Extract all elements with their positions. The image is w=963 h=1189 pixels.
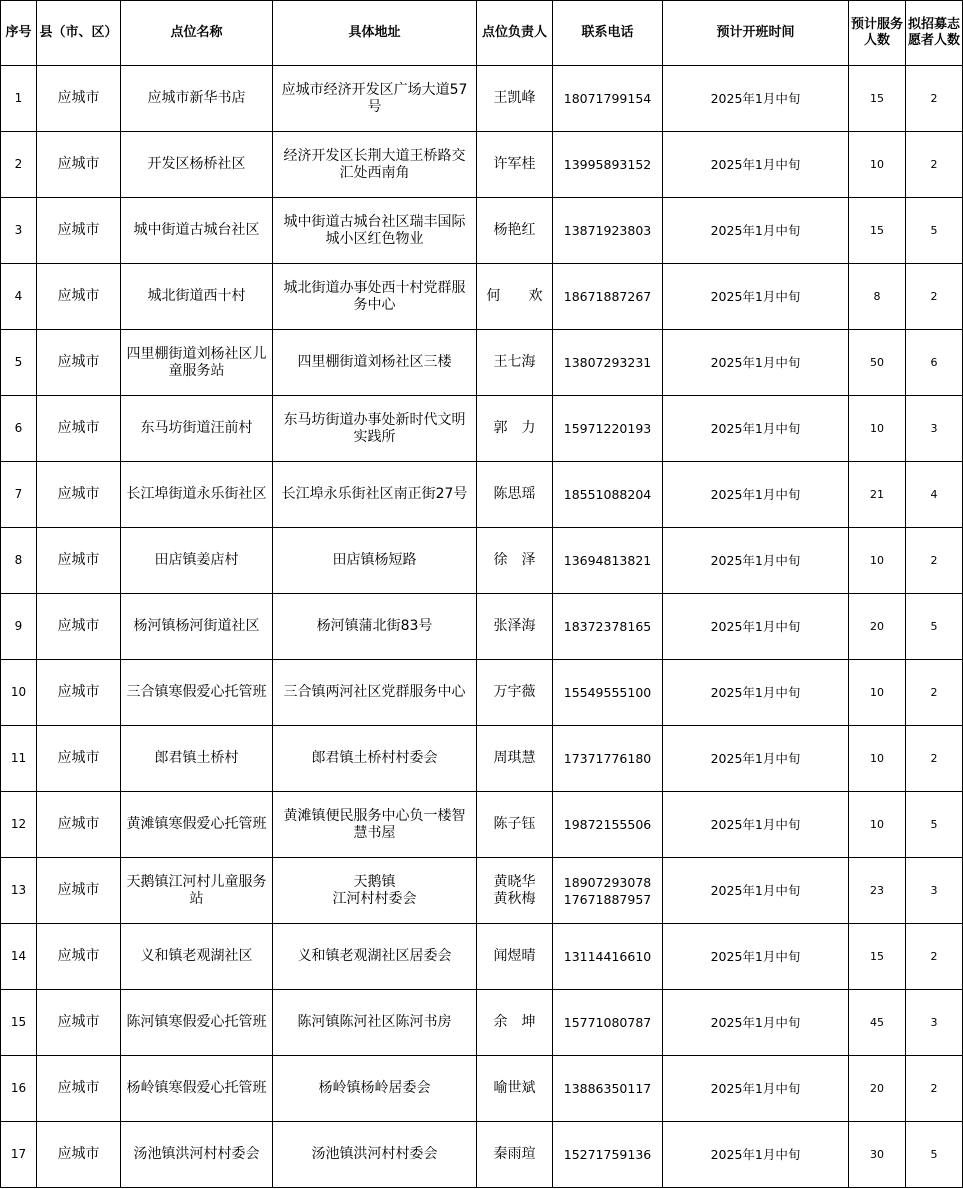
cell-phone: 18671887267 (553, 264, 663, 330)
cell-place: 陈河镇寒假爱心托管班 (121, 990, 273, 1056)
cell-address: 天鹅镇 江河村村委会 (273, 858, 477, 924)
header-address: 具体地址 (273, 1, 477, 66)
cell-volunteers: 3 (906, 396, 963, 462)
cell-address: 杨河镇蒲北街83号 (273, 594, 477, 660)
table-row (1, 396, 963, 462)
header-person: 点位负责人 (477, 1, 553, 66)
cell-address: 杨岭镇杨岭居委会 (273, 1056, 477, 1122)
cell-served: 15 (849, 66, 906, 132)
cell-seq: 16 (1, 1056, 37, 1122)
cell-county: 应城市 (37, 726, 121, 792)
header-served: 预计服务人数 (849, 1, 906, 66)
cell-address: 四里棚街道刘杨社区三楼 (273, 330, 477, 396)
cell-county: 应城市 (37, 66, 121, 132)
cell-seq: 9 (1, 594, 37, 660)
cell-seq: 10 (1, 660, 37, 726)
cell-seq: 8 (1, 528, 37, 594)
cell-county: 应城市 (37, 1122, 121, 1188)
cell-place: 杨河镇杨河街道社区 (121, 594, 273, 660)
table-row (1, 858, 963, 924)
cell-place: 四里棚街道刘杨社区儿童服务站 (121, 330, 273, 396)
table-row (1, 660, 963, 726)
cell-phone: 13694813821 (553, 528, 663, 594)
cell-open-time: 2025年1月中旬 (663, 198, 849, 264)
cell-seq: 2 (1, 132, 37, 198)
cell-county: 应城市 (37, 528, 121, 594)
cell-served: 10 (849, 132, 906, 198)
cell-seq: 7 (1, 462, 37, 528)
cell-open-time: 2025年1月中旬 (663, 528, 849, 594)
cell-address: 经济开发区长荆大道王桥路交汇处西南角 (273, 132, 477, 198)
cell-county: 应城市 (37, 990, 121, 1056)
cell-served: 10 (849, 396, 906, 462)
cell-open-time: 2025年1月中旬 (663, 726, 849, 792)
cell-address: 陈河镇陈河社区陈河书房 (273, 990, 477, 1056)
cell-phone: 18907293078 17671887957 (553, 858, 663, 924)
cell-seq: 4 (1, 264, 37, 330)
cell-address: 城北街道办事处西十村党群服务中心 (273, 264, 477, 330)
cell-volunteers: 4 (906, 462, 963, 528)
cell-person: 闻煜晴 (477, 924, 553, 990)
cell-seq: 3 (1, 198, 37, 264)
table-row (1, 66, 963, 132)
cell-volunteers: 2 (906, 528, 963, 594)
cell-served: 10 (849, 660, 906, 726)
cell-county: 应城市 (37, 264, 121, 330)
table-row (1, 1122, 963, 1188)
cell-served: 20 (849, 594, 906, 660)
cell-person: 郭 力 (477, 396, 553, 462)
table-body (1, 66, 963, 1188)
cell-phone: 13871923803 (553, 198, 663, 264)
cell-open-time: 2025年1月中旬 (663, 858, 849, 924)
cell-served: 15 (849, 924, 906, 990)
cell-volunteers: 3 (906, 990, 963, 1056)
cell-place: 汤池镇洪河村村委会 (121, 1122, 273, 1188)
cell-place: 黄滩镇寒假爱心托管班 (121, 792, 273, 858)
cell-county: 应城市 (37, 132, 121, 198)
cell-address: 汤池镇洪河村村委会 (273, 1122, 477, 1188)
cell-person: 张泽海 (477, 594, 553, 660)
cell-open-time: 2025年1月中旬 (663, 264, 849, 330)
cell-phone: 18372378165 (553, 594, 663, 660)
cell-served: 23 (849, 858, 906, 924)
cell-person: 许军桂 (477, 132, 553, 198)
cell-county: 应城市 (37, 924, 121, 990)
cell-place: 田店镇姜店村 (121, 528, 273, 594)
cell-seq: 14 (1, 924, 37, 990)
cell-address: 义和镇老观湖社区居委会 (273, 924, 477, 990)
cell-served: 21 (849, 462, 906, 528)
cell-volunteers: 3 (906, 858, 963, 924)
cell-county: 应城市 (37, 792, 121, 858)
cell-served: 15 (849, 198, 906, 264)
cell-person: 黄晓华 黄秋梅 (477, 858, 553, 924)
cell-address: 东马坊街道办事处新时代文明实践所 (273, 396, 477, 462)
cell-person: 杨艳红 (477, 198, 553, 264)
header-place: 点位名称 (121, 1, 273, 66)
table-row (1, 924, 963, 990)
cell-county: 应城市 (37, 462, 121, 528)
cell-volunteers: 5 (906, 792, 963, 858)
cell-place: 三合镇寒假爱心托管班 (121, 660, 273, 726)
cell-open-time: 2025年1月中旬 (663, 1056, 849, 1122)
cell-address: 田店镇杨短路 (273, 528, 477, 594)
cell-phone: 13886350117 (553, 1056, 663, 1122)
cell-person: 陈子钰 (477, 792, 553, 858)
header-volunteers: 拟招募志愿者人数 (906, 1, 963, 66)
cell-volunteers: 2 (906, 264, 963, 330)
cell-seq: 1 (1, 66, 37, 132)
cell-volunteers: 5 (906, 198, 963, 264)
cell-phone: 13114416610 (553, 924, 663, 990)
cell-phone: 15971220193 (553, 396, 663, 462)
header-county: 县（市、区） (37, 1, 121, 66)
header-row (1, 1, 963, 66)
cell-address: 应城市经济开发区广场大道57号 (273, 66, 477, 132)
cell-place: 城北街道西十村 (121, 264, 273, 330)
cell-county: 应城市 (37, 594, 121, 660)
table-row (1, 132, 963, 198)
cell-volunteers: 6 (906, 330, 963, 396)
cell-phone: 15271759136 (553, 1122, 663, 1188)
cell-served: 10 (849, 726, 906, 792)
cell-volunteers: 2 (906, 1056, 963, 1122)
cell-place: 城中街道古城台社区 (121, 198, 273, 264)
cell-volunteers: 5 (906, 1122, 963, 1188)
table-row (1, 462, 963, 528)
cell-phone: 15771080787 (553, 990, 663, 1056)
cell-seq: 12 (1, 792, 37, 858)
cell-open-time: 2025年1月中旬 (663, 594, 849, 660)
cell-county: 应城市 (37, 330, 121, 396)
cell-person: 何 欢 (477, 264, 553, 330)
cell-phone: 19872155506 (553, 792, 663, 858)
cell-open-time: 2025年1月中旬 (663, 990, 849, 1056)
table-row (1, 990, 963, 1056)
cell-place: 郎君镇土桥村 (121, 726, 273, 792)
cell-phone: 15549555100 (553, 660, 663, 726)
cell-place: 东马坊街道汪前村 (121, 396, 273, 462)
cell-phone: 18551088204 (553, 462, 663, 528)
cell-volunteers: 2 (906, 132, 963, 198)
cell-volunteers: 2 (906, 66, 963, 132)
cell-open-time: 2025年1月中旬 (663, 132, 849, 198)
cell-person: 余 坤 (477, 990, 553, 1056)
cell-place: 杨岭镇寒假爱心托管班 (121, 1056, 273, 1122)
table-row (1, 594, 963, 660)
cell-seq: 15 (1, 990, 37, 1056)
cell-county: 应城市 (37, 1056, 121, 1122)
table-row (1, 726, 963, 792)
cell-phone: 17371776180 (553, 726, 663, 792)
cell-seq: 6 (1, 396, 37, 462)
cell-served: 8 (849, 264, 906, 330)
cell-open-time: 2025年1月中旬 (663, 924, 849, 990)
cell-seq: 11 (1, 726, 37, 792)
cell-address: 三合镇两河社区党群服务中心 (273, 660, 477, 726)
cell-address: 城中街道古城台社区瑞丰国际城小区红色物业 (273, 198, 477, 264)
cell-address: 黄滩镇便民服务中心负一楼智慧书屋 (273, 792, 477, 858)
cell-county: 应城市 (37, 198, 121, 264)
cell-county: 应城市 (37, 858, 121, 924)
table-row (1, 528, 963, 594)
cell-county: 应城市 (37, 396, 121, 462)
cell-open-time: 2025年1月中旬 (663, 792, 849, 858)
cell-county: 应城市 (37, 660, 121, 726)
cell-place: 长江埠街道永乐街社区 (121, 462, 273, 528)
cell-served: 10 (849, 528, 906, 594)
table-row (1, 792, 963, 858)
cell-volunteers: 2 (906, 660, 963, 726)
cell-person: 王七海 (477, 330, 553, 396)
cell-seq: 13 (1, 858, 37, 924)
cell-phone: 13995893152 (553, 132, 663, 198)
table-row (1, 1056, 963, 1122)
header-phone: 联系电话 (553, 1, 663, 66)
cell-person: 喻世斌 (477, 1056, 553, 1122)
table-row (1, 330, 963, 396)
cell-served: 45 (849, 990, 906, 1056)
header-seq: 序号 (1, 1, 37, 66)
cell-open-time: 2025年1月中旬 (663, 1122, 849, 1188)
cell-person: 陈思瑶 (477, 462, 553, 528)
cell-place: 义和镇老观湖社区 (121, 924, 273, 990)
cell-volunteers: 2 (906, 726, 963, 792)
cell-served: 50 (849, 330, 906, 396)
table-header (1, 1, 963, 66)
cell-open-time: 2025年1月中旬 (663, 330, 849, 396)
header-open-time: 预计开班时间 (663, 1, 849, 66)
table-row (1, 198, 963, 264)
cell-address: 长江埠永乐街社区南正街27号 (273, 462, 477, 528)
cell-volunteers: 5 (906, 594, 963, 660)
cell-address: 郎君镇土桥村村委会 (273, 726, 477, 792)
cell-open-time: 2025年1月中旬 (663, 462, 849, 528)
cell-served: 10 (849, 792, 906, 858)
cell-place: 开发区杨桥社区 (121, 132, 273, 198)
cell-phone: 13807293231 (553, 330, 663, 396)
cell-place: 天鹅镇江河村儿童服务站 (121, 858, 273, 924)
cell-person: 王凯峰 (477, 66, 553, 132)
table-row (1, 264, 963, 330)
cell-person: 万宇薇 (477, 660, 553, 726)
cell-place: 应城市新华书店 (121, 66, 273, 132)
cell-seq: 5 (1, 330, 37, 396)
cell-open-time: 2025年1月中旬 (663, 660, 849, 726)
cell-open-time: 2025年1月中旬 (663, 396, 849, 462)
cell-seq: 17 (1, 1122, 37, 1188)
cell-person: 秦雨瑄 (477, 1122, 553, 1188)
cell-phone: 18071799154 (553, 66, 663, 132)
cell-open-time: 2025年1月中旬 (663, 66, 849, 132)
cell-person: 周琪慧 (477, 726, 553, 792)
cell-volunteers: 2 (906, 924, 963, 990)
cell-served: 20 (849, 1056, 906, 1122)
cell-served: 30 (849, 1122, 906, 1188)
cell-person: 徐 泽 (477, 528, 553, 594)
